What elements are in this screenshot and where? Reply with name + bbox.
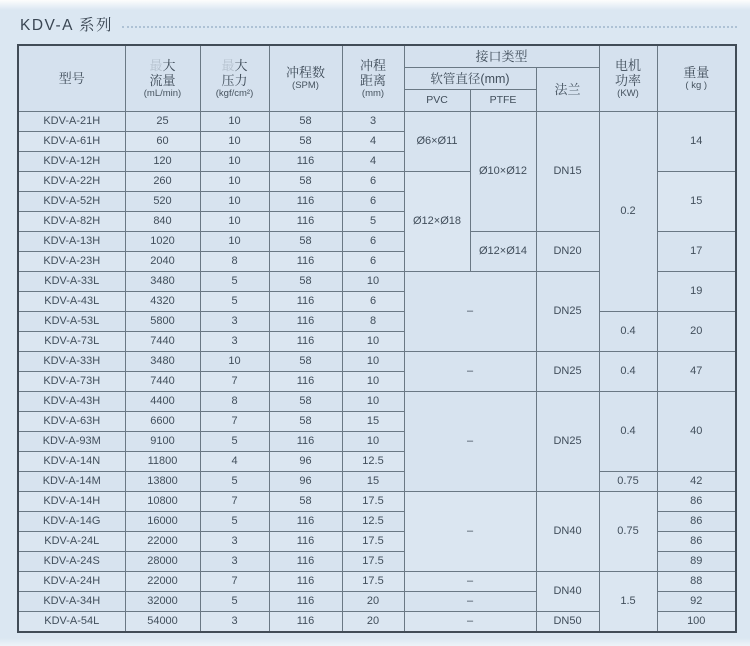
cell-flange: DN40 [536, 571, 599, 611]
cell-flow: 32000 [125, 591, 200, 611]
col-header-pressure [200, 45, 269, 111]
cell-flange: DN15 [536, 111, 599, 231]
cell-pressure: 3 [200, 531, 269, 551]
page-title: KDV-A 系列 [20, 17, 113, 34]
cell-spm: 58 [269, 131, 342, 151]
cell-weight: 17 [657, 231, 736, 271]
cell-power: 0.4 [599, 351, 657, 391]
cell-model: KDV-A-43H [18, 391, 125, 411]
cell-weight: 86 [657, 531, 736, 551]
cell-spm: 116 [269, 591, 342, 611]
model-header-label: 型号 [58, 70, 85, 86]
col-header-stroke [342, 45, 404, 111]
cell-flange: DN25 [536, 271, 599, 351]
power-header-label1: 电机 [614, 57, 641, 73]
cell-model: KDV-A-33L [18, 271, 125, 291]
cell-pressure: 10 [200, 231, 269, 251]
cell-stroke: 15 [342, 411, 404, 431]
table-row [18, 351, 736, 371]
cell-pressure: 7 [200, 571, 269, 591]
cell-spm: 116 [269, 191, 342, 211]
cell-stroke: 6 [342, 171, 404, 191]
pressure-header-faded-char: 最 [221, 57, 235, 73]
cell-stroke: 3 [342, 111, 404, 131]
spm-header-unit: (SPM) [292, 80, 319, 92]
cell-model: KDV-A-53L [18, 311, 125, 331]
cell-pressure: 5 [200, 431, 269, 451]
cell-spm: 58 [269, 111, 342, 131]
cell-spm: 116 [269, 431, 342, 451]
flow-header-faded-char: 最 [149, 57, 163, 73]
cell-weight: 14 [657, 111, 736, 171]
cell-model: KDV-A-82H [18, 211, 125, 231]
cell-ptfe: Ø10×Ø12 [470, 111, 536, 231]
cell-spm: 96 [269, 471, 342, 491]
cell-weight: 47 [657, 351, 736, 391]
cell-hose: – [404, 391, 536, 491]
cell-ptfe: Ø12×Ø14 [470, 231, 536, 271]
cell-stroke: 10 [342, 331, 404, 351]
table-row [18, 491, 736, 511]
col-header-flow [125, 45, 200, 111]
cell-flow: 54000 [125, 611, 200, 632]
spm-header-label: 冲程数 [285, 65, 325, 81]
cell-hose: – [404, 351, 536, 391]
cell-flow: 3480 [125, 351, 200, 371]
cell-flow: 5800 [125, 311, 200, 331]
cell-stroke: 6 [342, 291, 404, 311]
weight-header-label: 重量 [683, 65, 710, 81]
cell-pressure: 10 [200, 351, 269, 371]
cell-power: 0.4 [599, 311, 657, 351]
cell-weight: 42 [657, 471, 736, 491]
cell-spm: 116 [269, 211, 342, 231]
cell-model: KDV-A-52H [18, 191, 125, 211]
cell-spm: 116 [269, 251, 342, 271]
cell-flow: 22000 [125, 571, 200, 591]
power-header-label2: 功率 [614, 72, 641, 88]
weight-header-unit: ( kg ) [685, 80, 708, 92]
cell-spm: 116 [269, 531, 342, 551]
cell-stroke: 10 [342, 351, 404, 371]
cell-weight: 86 [657, 491, 736, 511]
cell-pressure: 5 [200, 471, 269, 491]
cell-flow: 120 [125, 151, 200, 171]
cell-pressure: 10 [200, 191, 269, 211]
col-header-ptfe: PTFE [470, 89, 536, 111]
cell-stroke: 20 [342, 591, 404, 611]
cell-spm: 116 [269, 571, 342, 591]
col-header-pvc: PVC [404, 89, 470, 111]
cell-flow: 22000 [125, 531, 200, 551]
col-header-flange: 法兰 [536, 67, 599, 111]
title-dotted-rule [122, 26, 737, 28]
cell-stroke: 10 [342, 431, 404, 451]
cell-stroke: 10 [342, 271, 404, 291]
cell-weight: 15 [657, 171, 736, 231]
cell-model: KDV-A-22H [18, 171, 125, 191]
cell-pressure: 3 [200, 311, 269, 331]
cell-stroke: 6 [342, 231, 404, 251]
cell-pressure: 7 [200, 371, 269, 391]
flow-header-label: 流量 [149, 72, 176, 88]
cell-hose: – [404, 271, 536, 351]
cell-model: KDV-A-13H [18, 231, 125, 251]
cell-pressure: 10 [200, 171, 269, 191]
cell-pressure: 5 [200, 291, 269, 311]
cell-flow: 520 [125, 191, 200, 211]
cell-model: KDV-A-24S [18, 551, 125, 571]
table-row [18, 571, 736, 591]
cell-stroke: 6 [342, 191, 404, 211]
cell-model: KDV-A-24L [18, 531, 125, 551]
cell-spm: 116 [269, 611, 342, 632]
cell-flow: 25 [125, 111, 200, 131]
cell-model: KDV-A-63H [18, 411, 125, 431]
cell-stroke: 20 [342, 611, 404, 632]
cell-stroke: 17.5 [342, 571, 404, 591]
cell-weight: 40 [657, 391, 736, 471]
cell-pressure: 8 [200, 251, 269, 271]
cell-model: KDV-A-21H [18, 111, 125, 131]
cell-model: KDV-A-23H [18, 251, 125, 271]
cell-spm: 116 [269, 511, 342, 531]
stroke-header-unit: (mm) [361, 87, 385, 99]
cell-power: 0.2 [599, 111, 657, 311]
pressure-header-unit: (kgf/cm²) [215, 87, 254, 99]
table-row [18, 471, 736, 491]
cell-pressure: 10 [200, 131, 269, 151]
cell-model: KDV-A-14N [18, 451, 125, 471]
cell-spm: 58 [269, 391, 342, 411]
col-header-spm [269, 45, 342, 111]
pressure-header-label: 压力 [221, 72, 248, 88]
cell-flow: 9100 [125, 431, 200, 451]
bottom-edge-fade [0, 638, 750, 646]
cell-hose: – [404, 611, 536, 632]
cell-power: 0.4 [599, 391, 657, 471]
cell-stroke: 4 [342, 151, 404, 171]
cell-model: KDV-A-34H [18, 591, 125, 611]
cell-spm: 116 [269, 151, 342, 171]
cell-hose: – [404, 571, 536, 591]
cell-flow: 840 [125, 211, 200, 231]
cell-weight: 20 [657, 311, 736, 351]
header-row-top [18, 45, 736, 67]
col-header-weight [657, 45, 736, 111]
cell-flow: 28000 [125, 551, 200, 571]
cell-spm: 58 [269, 351, 342, 371]
cell-model: KDV-A-93M [18, 431, 125, 451]
cell-flange: DN40 [536, 491, 599, 571]
cell-model: KDV-A-33H [18, 351, 125, 371]
cell-model: KDV-A-12H [18, 151, 125, 171]
col-header-interface-type: 接口类型 [404, 45, 599, 67]
cell-pressure: 8 [200, 391, 269, 411]
cell-flow: 6600 [125, 411, 200, 431]
cell-spm: 116 [269, 331, 342, 351]
cell-pressure: 10 [200, 111, 269, 131]
pressure-header-char: 大 [234, 57, 248, 73]
cell-power: 1.5 [599, 571, 657, 632]
col-header-power [599, 45, 657, 111]
cell-pressure: 3 [200, 611, 269, 632]
cell-stroke: 17.5 [342, 491, 404, 511]
cell-stroke: 6 [342, 251, 404, 271]
cell-spm: 58 [269, 411, 342, 431]
cell-flow: 11800 [125, 451, 200, 471]
stroke-header-label2: 距离 [359, 72, 386, 88]
cell-flow: 2040 [125, 251, 200, 271]
cell-flow: 7440 [125, 331, 200, 351]
cell-pressure: 10 [200, 151, 269, 171]
cell-pressure: 3 [200, 331, 269, 351]
col-header-model [18, 45, 125, 111]
cell-flange: DN25 [536, 391, 599, 491]
cell-stroke: 8 [342, 311, 404, 331]
cell-flow: 1020 [125, 231, 200, 251]
cell-power: 0.75 [599, 471, 657, 491]
cell-spm: 96 [269, 451, 342, 471]
cell-spm: 116 [269, 311, 342, 331]
cell-flow: 10800 [125, 491, 200, 511]
cell-power: 0.75 [599, 491, 657, 571]
cell-flow: 260 [125, 171, 200, 191]
cell-model: KDV-A-54L [18, 611, 125, 632]
cell-hose: – [404, 491, 536, 571]
cell-model: KDV-A-14M [18, 471, 125, 491]
cell-pressure: 3 [200, 551, 269, 571]
cell-spm: 58 [269, 271, 342, 291]
cell-pressure: 5 [200, 271, 269, 291]
col-header-hose-diameter: 软管直径(mm) [404, 67, 536, 89]
cell-flow: 7440 [125, 371, 200, 391]
cell-stroke: 15 [342, 471, 404, 491]
cell-model: KDV-A-14H [18, 491, 125, 511]
cell-pressure: 10 [200, 211, 269, 231]
table-row [18, 391, 736, 411]
cell-stroke: 10 [342, 391, 404, 411]
cell-pressure: 4 [200, 451, 269, 471]
cell-pressure: 7 [200, 491, 269, 511]
cell-flow: 16000 [125, 511, 200, 531]
cell-stroke: 12.5 [342, 451, 404, 471]
top-edge-fade [0, 0, 750, 10]
cell-weight: 89 [657, 551, 736, 571]
cell-weight: 19 [657, 271, 736, 311]
cell-weight: 100 [657, 611, 736, 632]
cell-stroke: 17.5 [342, 551, 404, 571]
cell-model: KDV-A-61H [18, 131, 125, 151]
cell-flange: DN25 [536, 351, 599, 391]
cell-flange: DN50 [536, 611, 599, 632]
cell-pressure: 7 [200, 411, 269, 431]
cell-weight: 86 [657, 511, 736, 531]
cell-stroke: 4 [342, 131, 404, 151]
cell-model: KDV-A-24H [18, 571, 125, 591]
cell-flow: 4320 [125, 291, 200, 311]
flow-header-unit: (mL/min) [143, 87, 182, 99]
flow-header-char: 大 [162, 57, 176, 73]
cell-flow: 13800 [125, 471, 200, 491]
cell-spm: 116 [269, 551, 342, 571]
table-row [18, 311, 736, 331]
power-header-unit: (KW) [617, 87, 639, 99]
cell-flow: 3480 [125, 271, 200, 291]
cell-flow: 60 [125, 131, 200, 151]
cell-model: KDV-A-14G [18, 511, 125, 531]
cell-stroke: 5 [342, 211, 404, 231]
table-row [18, 111, 736, 131]
series-title-row [20, 13, 737, 35]
cell-pvc: Ø12×Ø18 [404, 171, 470, 271]
cell-pvc: Ø6×Ø11 [404, 111, 470, 171]
cell-spm: 58 [269, 491, 342, 511]
cell-model: KDV-A-73H [18, 371, 125, 391]
cell-weight: 92 [657, 591, 736, 611]
cell-spm: 116 [269, 291, 342, 311]
cell-stroke: 10 [342, 371, 404, 391]
cell-spm: 116 [269, 371, 342, 391]
cell-weight: 88 [657, 571, 736, 591]
cell-pressure: 5 [200, 511, 269, 531]
cell-model: KDV-A-73L [18, 331, 125, 351]
spec-table [17, 44, 737, 633]
cell-flange: DN20 [536, 231, 599, 271]
cell-model: KDV-A-43L [18, 291, 125, 311]
cell-spm: 58 [269, 231, 342, 251]
cell-spm: 58 [269, 171, 342, 191]
cell-flow: 4400 [125, 391, 200, 411]
cell-pressure: 5 [200, 591, 269, 611]
stroke-header-label1: 冲程 [359, 57, 386, 73]
cell-hose: – [404, 591, 536, 611]
cell-stroke: 17.5 [342, 531, 404, 551]
cell-stroke: 12.5 [342, 511, 404, 531]
